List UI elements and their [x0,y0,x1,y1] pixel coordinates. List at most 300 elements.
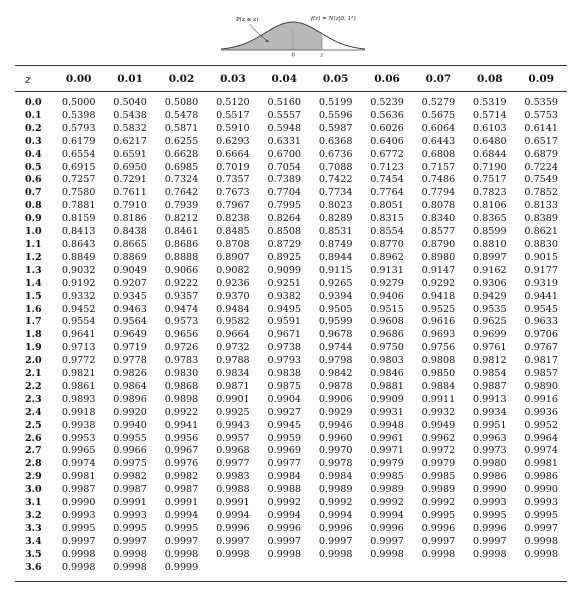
z-value: 3.1 [25,497,42,509]
table-cell: 0.6628 [164,148,199,160]
table-cell: 0.9909 [370,393,404,405]
table-cell: 0.7967 [216,200,250,212]
table-cell: 0.9922 [164,406,199,418]
table-row [15,549,567,562]
table-cell: 0.9970 [318,445,353,457]
table-cell: 0.8770 [370,238,404,250]
table-cell: 0.5398 [61,109,96,121]
table-cell: 0.8315 [370,213,404,225]
table-cell: 0.9998 [216,548,250,560]
table-cell: 0.9913 [473,393,507,405]
table-cell: 0.9582 [216,316,250,328]
table-row [15,123,567,136]
table-cell: 0.9817 [524,355,558,367]
column-header: 0.09 [528,73,554,85]
table-cell: 0.8907 [216,251,250,263]
table-cell: 0.6517 [524,135,558,147]
table-cell: 0.9812 [473,355,507,367]
table-cell: 0.9997 [164,535,199,547]
table-cell: 0.9988 [267,484,302,496]
table-cell: 0.9066 [164,264,199,276]
table-row [15,536,567,549]
table-cell: 0.9982 [164,471,199,483]
table-cell: 0.8888 [164,251,199,263]
table-cell: 0.9738 [267,342,302,354]
table-cell: 0.8643 [61,238,96,250]
table-cell: 0.9671 [267,329,302,341]
table-cell: 0.9357 [164,290,199,302]
table-cell: 0.9394 [318,290,353,302]
table-cell: 0.9788 [216,355,250,367]
table-cell: 0.5987 [318,122,353,134]
table-cell: 0.9793 [267,355,302,367]
table-cell: 0.5478 [164,109,199,121]
table-row [15,368,567,381]
table-cell: 0.7995 [267,200,302,212]
table-cell: 0.7764 [370,187,404,199]
table-cell: 0.6808 [421,148,456,160]
table-cell: 0.9991 [164,497,199,509]
table-cell: 0.9826 [113,368,147,380]
table-row [15,291,567,304]
table-cell: 0.5948 [267,122,302,134]
table-cell: 0.6772 [370,148,404,160]
table-cell: 0.6103 [473,122,507,134]
table-cell: 0.9981 [61,471,96,483]
table-cell: 0.9452 [61,303,96,315]
table-cell: 0.9997 [267,535,302,547]
table-row [15,497,567,510]
table-bottom-rule [15,581,567,582]
table-cell: 0.9976 [164,458,199,470]
table-cell: 0.5636 [370,109,404,121]
table-cell: 0.9982 [113,471,147,483]
table-cell: 0.6064 [421,122,456,134]
table-cell: 0.9998 [421,548,456,560]
table-cell: 0.9960 [318,432,353,444]
table-cell: 0.9878 [318,380,353,392]
table-cell: 0.9953 [61,432,96,444]
table-row [15,316,567,329]
table-cell: 0.9868 [164,380,199,392]
table-cell: 0.9999 [164,561,199,573]
table-cell: 0.7939 [164,200,199,212]
table-cell: 0.8264 [267,213,302,225]
table-cell: 0.8340 [421,213,456,225]
table-cell: 0.9995 [524,510,558,521]
table-cell: 0.9082 [216,264,250,276]
column-header: 0.04 [271,73,298,85]
table-cell: 0.5438 [113,109,147,121]
z-value: 0.4 [25,148,42,160]
table-cell: 0.8686 [164,238,199,250]
table-cell: 0.9049 [113,264,147,276]
table-cell: 0.5910 [216,122,250,134]
table-cell: 0.9099 [267,264,302,276]
column-header: 0.08 [477,73,503,85]
table-row [15,471,567,484]
table-cell: 0.8599 [473,226,507,238]
table-cell: 0.6141 [524,122,558,134]
z-value: 0.5 [25,161,42,173]
table-cell: 0.9871 [216,380,250,392]
table-row [15,420,567,433]
table-cell: 0.9995 [473,510,507,521]
table-cell: 0.6217 [113,135,147,147]
table-cell: 0.9608 [370,316,404,328]
table-cell: 0.7088 [318,161,353,173]
table-cell: 0.9983 [216,471,250,483]
table-cell: 0.9984 [267,471,302,483]
table-row [15,174,567,187]
table-cell: 0.9713 [61,342,96,354]
table-cell: 0.9989 [370,484,404,496]
table-cell: 0.8708 [216,238,250,250]
table-cell: 0.9978 [318,458,353,470]
table-cell: 0.9994 [164,510,199,521]
table-cell: 0.9463 [113,303,147,315]
table-cell: 0.7517 [473,174,507,186]
table-cell: 0.9678 [318,329,353,341]
table-cell: 0.8413 [61,226,96,238]
table-cell: 0.9986 [473,471,507,483]
z-value: 0.1 [25,109,42,121]
table-cell: 0.6664 [216,148,250,160]
table-cell: 0.9192 [61,277,96,289]
table-cell: 0.5557 [267,109,302,121]
table-cell: 0.9441 [524,290,558,302]
z-value: 2.0 [25,355,42,367]
z-value: 1.9 [25,342,42,354]
table-cell: 0.8023 [318,200,353,212]
table-cell: 0.9131 [370,264,404,276]
table-cell: 0.9996 [318,522,353,534]
z-value: 0.7 [25,187,42,199]
table-cell: 0.8980 [421,251,456,263]
z-value: 1.0 [25,226,42,238]
table-cell: 0.9236 [216,277,250,289]
table-cell: 0.5832 [113,122,147,134]
table-cell: 0.9904 [267,393,302,405]
column-header: 0.07 [425,73,452,85]
table-cell: 0.8438 [113,226,147,238]
table-cell: 0.9945 [267,419,302,431]
table-cell: 0.9750 [370,342,404,354]
table-cell: 0.5279 [421,97,456,108]
table-cell: 0.9864 [113,380,147,392]
table-cell: 0.8461 [164,226,199,238]
cumulative-area [221,22,322,50]
table-cell: 0.6255 [164,135,199,147]
table-cell: 0.9985 [370,471,404,483]
table-row [15,304,567,317]
table-cell: 0.8106 [473,200,507,212]
table-cell: 0.9977 [267,458,302,470]
table-cell: 0.9306 [473,277,507,289]
table-cell: 0.8729 [267,238,302,250]
table-cell: 0.9962 [421,432,456,444]
table-cell: 0.9986 [524,471,558,483]
table-cell: 0.9984 [318,471,353,483]
table-row [15,510,567,523]
table-cell: 0.9946 [318,419,353,431]
table-cell: 0.9994 [216,510,250,521]
table-cell: 0.9959 [267,432,302,444]
table-cell: 0.5753 [524,109,558,121]
table-cell: 0.9783 [164,355,199,367]
table-cell: 0.9920 [113,406,147,418]
table-cell: 0.9997 [473,535,507,547]
table-header-row [15,66,567,91]
table-cell: 0.9535 [473,303,507,315]
table-cell: 0.9993 [524,497,558,509]
table-cell: 0.7324 [164,174,199,186]
table-cell: 0.8389 [524,213,558,225]
table-cell: 0.5714 [473,109,507,121]
table-cell: 0.9887 [473,380,507,392]
table-cell: 0.9495 [267,303,302,315]
table-cell: 0.9554 [61,316,96,328]
table-row [15,200,567,213]
z-value: 0.0 [25,97,42,108]
table-cell: 0.9925 [216,406,250,418]
table-row [15,162,567,175]
table-cell: 0.6915 [61,161,96,173]
table-cell: 0.7910 [113,200,147,212]
table-cell: 0.6844 [473,148,507,160]
table-cell: 0.6368 [318,135,353,147]
table-cell: 0.9974 [61,458,96,470]
z-value: 0.8 [25,200,42,212]
z-value: 3.3 [25,522,42,534]
table-cell: 0.9292 [421,277,456,289]
table-cell: 0.9649 [113,329,147,341]
z-value: 3.6 [25,561,42,573]
table-row [15,342,567,355]
table-cell: 0.8238 [216,213,250,225]
table-cell: 0.9265 [318,277,353,289]
table-cell: 0.9987 [164,484,199,496]
table-cell: 0.9719 [113,342,147,354]
table-cell: 0.9861 [61,380,96,392]
column-header: 0.00 [65,73,92,85]
table-cell: 0.9319 [524,277,558,289]
table-cell: 0.7673 [216,187,250,199]
table-cell: 0.9147 [421,264,456,276]
table-cell: 0.9641 [61,329,96,341]
table-cell: 0.8159 [61,213,96,225]
table-cell: 0.6179 [61,135,96,147]
table-cell: 0.9957 [216,432,250,444]
table-row [15,149,567,162]
table-cell: 0.9616 [421,316,456,328]
table-cell: 0.9998 [370,548,404,560]
table-cell: 0.8186 [113,213,147,225]
table-cell: 0.9591 [267,316,302,328]
table-cell: 0.9525 [421,303,456,315]
table-cell: 0.8577 [421,226,456,238]
table-cell: 0.7157 [421,161,456,173]
table-cell: 0.9936 [524,406,558,418]
table-cell: 0.9990 [524,484,558,496]
table-cell: 0.9906 [318,393,353,405]
table-cell: 0.9994 [370,510,404,521]
table-cell: 0.8925 [267,251,302,263]
z-value: 2.7 [25,445,42,457]
table-row [15,458,567,471]
table-cell: 0.9932 [421,406,456,418]
table-cell: 0.9969 [267,445,302,457]
table-cell: 0.5319 [473,97,507,108]
table-cell: 0.9997 [421,535,456,547]
table-cell: 0.8078 [421,200,456,212]
column-header: 0.03 [220,73,246,85]
tick-z-label: z [320,52,324,58]
table-cell: 0.9989 [318,484,353,496]
table-cell: 0.5871 [164,122,199,134]
table-cell: 0.6985 [164,161,199,173]
table-cell: 0.9834 [216,368,250,380]
table-cell: 0.8944 [318,251,353,263]
table-cell: 0.9767 [524,342,558,354]
table-cell: 0.8554 [370,226,404,238]
table-cell: 0.9996 [370,522,404,534]
table-cell: 0.9846 [370,368,404,380]
table-cell: 0.9941 [164,419,199,431]
table-cell: 0.9955 [113,432,147,444]
table-cell: 0.9938 [61,419,96,431]
table-cell: 0.9345 [113,290,147,302]
z-value: 3.4 [25,535,42,547]
table-cell: 0.7190 [473,161,507,173]
z-value: 1.7 [25,316,42,328]
table-cell: 0.9979 [370,458,404,470]
table-cell: 0.9664 [216,329,250,341]
table-cell: 0.9987 [113,484,147,496]
table-cell: 0.9995 [421,510,456,521]
density-label: f(z) = N(z|0, 1²) [311,16,356,22]
table-cell: 0.7291 [113,174,147,186]
table-cell: 0.8508 [267,226,302,238]
table-cell: 0.9931 [370,406,404,418]
table-cell: 0.9706 [524,329,558,341]
table-cell: 0.9599 [318,316,353,328]
table-row [15,213,567,226]
table-cell: 0.9990 [473,484,507,496]
table-cell: 0.9974 [524,445,558,457]
table-cell: 0.9940 [113,419,147,431]
table-cell: 0.8365 [473,213,507,225]
table-cell: 0.8485 [216,226,250,238]
table-row [15,523,567,536]
table-cell: 0.9842 [318,368,353,380]
table-cell: 0.7734 [318,187,353,199]
table-row [15,97,567,110]
table-cell: 0.9918 [61,406,96,418]
table-cell: 0.9693 [421,329,456,341]
table-cell: 0.9987 [61,484,96,496]
table-cell: 0.9929 [318,406,353,418]
table-cell: 0.9951 [473,419,507,431]
table-row [15,265,567,278]
table-row [15,562,567,575]
table-cell: 0.9916 [524,393,558,405]
table-cell: 0.5160 [267,97,302,108]
table-cell: 0.9177 [524,264,558,276]
table-cell: 0.6406 [370,135,404,147]
table-cell: 0.9995 [164,522,199,534]
table-body [15,92,567,581]
table-row [15,355,567,368]
table-cell: 0.9222 [164,277,199,289]
z-value: 1.4 [25,277,42,289]
z-value: 1.1 [25,238,42,250]
table-cell: 0.9995 [113,522,147,534]
table-cell: 0.9726 [164,342,199,354]
table-cell: 0.9997 [524,522,558,534]
table-cell: 0.9998 [524,535,558,547]
z-value: 2.3 [25,393,42,405]
table-cell: 0.8665 [113,238,147,250]
table-cell: 0.9998 [61,548,96,560]
table-cell: 0.9997 [113,535,147,547]
table-cell: 0.9997 [61,535,96,547]
table-cell: 0.6879 [524,148,558,160]
table-cell: 0.9971 [370,445,404,457]
table-cell: 0.9994 [318,510,353,521]
z-value: 1.3 [25,264,42,276]
table-row [15,110,567,123]
table-cell: 0.9996 [421,522,456,534]
table-cell: 0.9967 [164,445,199,457]
table-cell: 0.9633 [524,316,558,328]
column-header: 0.05 [322,73,349,85]
table-cell: 0.9992 [318,497,353,509]
z-value: 2.5 [25,419,42,431]
table-cell: 0.9998 [473,548,507,560]
table-cell: 0.9032 [61,264,96,276]
table-cell: 0.7881 [61,200,96,212]
table-cell: 0.5793 [61,122,96,134]
table-row [15,433,567,446]
table-cell: 0.9418 [421,290,456,302]
table-cell: 0.9968 [216,445,250,457]
table-cell: 0.9995 [61,522,96,534]
table-cell: 0.9994 [267,510,302,521]
z-value: 0.3 [25,135,42,147]
table-cell: 0.7422 [318,174,353,186]
table-cell: 0.6331 [267,135,302,147]
table-cell: 0.9997 [216,535,250,547]
table-cell: 0.8621 [524,226,558,238]
table-cell: 0.9808 [421,355,456,367]
table-cell: 0.9992 [421,497,456,509]
table-cell: 0.9996 [267,522,302,534]
table-cell: 0.9989 [421,484,456,496]
table-cell: 0.9972 [421,445,456,457]
table-cell: 0.9625 [473,316,507,328]
table-cell: 0.9998 [61,561,96,573]
table-cell: 0.5000 [61,97,96,108]
table-cell: 0.9988 [216,484,250,496]
z-value: 1.2 [25,251,42,263]
table-cell: 0.9406 [370,290,404,302]
table-cell: 0.7549 [524,174,558,186]
z-value: 2.1 [25,368,42,380]
table-cell: 0.8531 [318,226,353,238]
table-cell: 0.6950 [113,161,147,173]
table-cell: 0.9993 [61,510,96,521]
